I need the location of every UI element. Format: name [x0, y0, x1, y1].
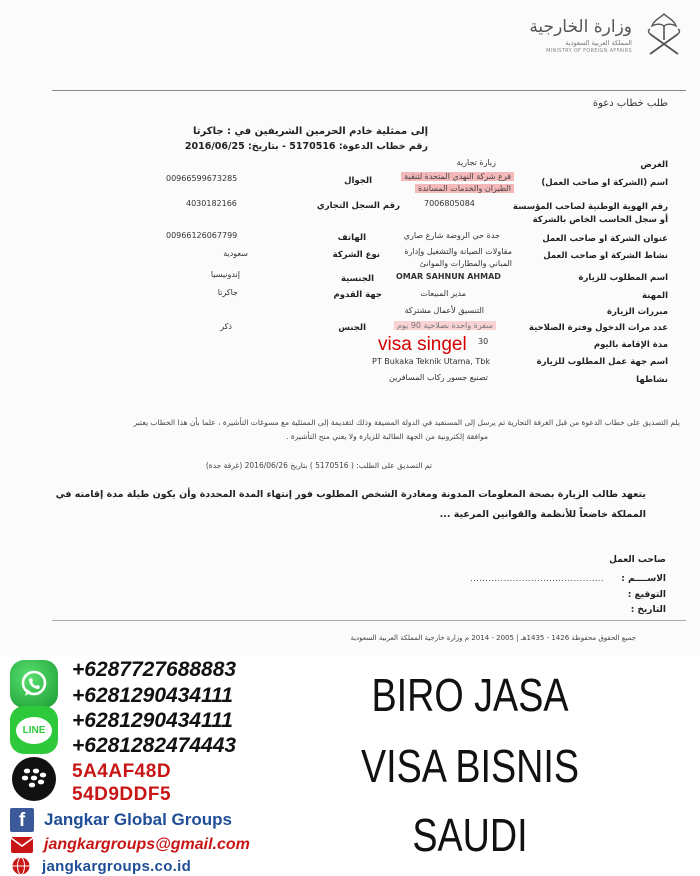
company-type-label: نوع الشركة: [332, 250, 380, 260]
gender-value: ذكر: [220, 322, 232, 331]
activity-value-line1: مقاولات الصيانة والتشغيل وإدارة: [404, 247, 512, 256]
notice-line1: يلم التصديق على خطاب الدعوة من قبل الغرفة التجارية تم يرسل إلى المستفيد في الدولة المضيفة وذلك لتقديمة إلى الممثلية مع مسوغات التأشيرة ، علما بأن هذا الخطاب يعتبر: [133, 418, 680, 427]
saudi-emblem-icon: [642, 10, 686, 60]
name-dots: ............................................: [470, 574, 604, 583]
mobile-value: 00966599673285: [166, 174, 238, 183]
name-label: الاســــم :: [621, 574, 666, 584]
header-divider: [52, 90, 686, 91]
embassy-line: إلى ممثلية خادم الحرمين الشريفين في : جاكرتا: [193, 126, 428, 137]
blackberry-icon: [12, 757, 56, 801]
national-id-label-line1: رقم الهوية الوطنية لصاحب المؤسسة: [512, 202, 668, 212]
stay-value: 30: [478, 337, 489, 346]
entries-label: عدد مرات الدخول وفترة الصلاحية: [528, 323, 668, 333]
line-app-icon: [10, 706, 58, 754]
nationality-label: الجنسية: [341, 274, 374, 284]
national-id-value: 7006805084: [424, 199, 475, 208]
mobile-label: الجوال: [344, 176, 372, 186]
cr-value: 4030182166: [186, 199, 237, 208]
commitment-line2: المملكة خاضعاً للأنظمة والقوانين المرعية ...: [439, 509, 646, 520]
date-label: التاريخ :: [630, 605, 666, 615]
employer-activity-label: نشاطها: [636, 375, 668, 385]
stay-label: مدة الإقامة باليوم: [593, 340, 668, 350]
arrival-value: جاكرتا: [217, 288, 238, 297]
ministry-name-ar: وزارة الخارجية: [529, 16, 632, 37]
certification-line: تم التصديق على الطلب: ( 5170516 ) بتاريخ 2016/06/26 (غرفة جدة): [205, 461, 432, 470]
headline-line1: BIRO JASA: [371, 669, 569, 721]
globe-icon: [10, 856, 32, 876]
website-url[interactable]: jangkargroups.co.id: [42, 857, 192, 875]
profession-value: مدير المبيعات: [420, 289, 466, 298]
email-row[interactable]: [10, 836, 250, 854]
profession-label: المهنة: [641, 291, 668, 301]
ministry-name-en: MINISTRY OF FOREIGN AFFAIRS: [546, 47, 632, 54]
headline-line3: SAUDI: [412, 809, 528, 861]
nationality-value: إندونيسيا: [210, 270, 240, 279]
signature-label: التوقيع :: [627, 590, 666, 600]
facebook-icon: f: [10, 808, 34, 832]
notice-line2: موافقة إلكترونية من الجهة الطالبة للزيارة ولا يعني منح التأشيرة .: [286, 432, 488, 441]
activity-value-line2: المباني والمطارات والموانئ: [419, 259, 512, 268]
phone-number-3[interactable]: +6281290434111: [72, 709, 233, 732]
facebook-row[interactable]: [10, 808, 232, 832]
email-address[interactable]: jangkargroups@gmail.com: [44, 836, 250, 853]
envelope-icon: [10, 836, 34, 854]
national-id-label-line2: أو سجل الحاسب الخاص بالشركة: [532, 215, 668, 225]
employer-value: PT Bukaka Teknik Utama, Tbk: [372, 357, 490, 366]
bb-pin-1: 5A4AF48D: [72, 761, 172, 782]
invitation-number-line: رقم خطاب الدعوة: 5170516 - بتاريخ: 2016/06/25: [184, 141, 428, 152]
commitment-line1: يتعهد طالب الزيارة بصحة المعلومات المدونة ومغادرة الشخص المطلوب فور إنتهاء المدة المحددة وأن يكون طيلة مدة إقامته في: [55, 489, 646, 500]
company-value-line2: الطيران والخدمات المساندة: [415, 184, 514, 193]
company-label: اسم (الشركة او صاحب العمل): [541, 178, 668, 188]
address-value: جدة حي الروضة شارع صاري: [403, 231, 500, 240]
phone-value: 00966126067799: [166, 231, 238, 240]
justification-label: مبررات الزيارة: [606, 307, 668, 317]
copyright-line: جميع الحقوق محفوظة 1426 - 1435هـ | 2005 - 2014 م وزارة خارجية المملكة العربية السعودية: [350, 634, 636, 642]
phone-number-2[interactable]: +6281290434111: [72, 684, 233, 707]
facebook-name[interactable]: Jangkar Global Groups: [44, 810, 232, 829]
ministry-logo: [529, 10, 686, 60]
bb-pin-2: 54D9DDF5: [72, 784, 172, 805]
agency-banner: [0, 656, 700, 876]
arrival-label: جهة القدوم: [333, 290, 382, 300]
visitor-label: اسم المطلوب للزيارة: [578, 273, 668, 283]
visitor-value: OMAR SAHNUN AHMAD: [396, 272, 501, 281]
employer-label: اسم جهة عمل المطلوب للزيارة: [536, 357, 668, 367]
company-value-line1: فرع شركة النهدي المتحدة لتنقية: [401, 172, 514, 181]
phone-number-4[interactable]: +6281282474443: [72, 734, 237, 757]
line-icon-label: LINE: [16, 717, 52, 744]
purpose-value: زيارة تجارية: [456, 158, 496, 167]
contact-panel: [0, 656, 250, 876]
address-label: عنوان الشركة او صاحب العمل: [542, 234, 668, 244]
justification-value: التنسيق لأعمال مشتركة: [404, 306, 484, 315]
employer-signature-title: صاحب العمل: [609, 555, 666, 565]
kingdom-name-ar: المملكة العربية السعودية: [565, 38, 632, 47]
activity-label: نشاط الشركة او صاحب العمل: [543, 251, 668, 261]
cr-label: رقم السجل التجاري: [316, 201, 400, 211]
form-title: طلب خطاب دعوة: [592, 98, 668, 109]
gender-label: الجنس: [338, 323, 366, 333]
website-row[interactable]: [10, 856, 191, 876]
visa-annotation: visa singel: [378, 334, 467, 355]
purpose-label: الغرض: [640, 160, 668, 170]
headline-line2: VISA BISNIS: [360, 740, 580, 792]
footer-divider: [52, 620, 686, 621]
phone-label: الهاتف: [337, 233, 366, 243]
phone-number-1[interactable]: +6287727688883: [72, 658, 237, 681]
employer-activity-value: تصنيع جسور ركاب المسافرين: [388, 373, 488, 382]
whatsapp-icon: [10, 660, 58, 708]
entries-value: سفرة واحدة بصلاحية 90 يوم: [394, 321, 496, 330]
company-type-value: سعودية: [223, 249, 248, 258]
